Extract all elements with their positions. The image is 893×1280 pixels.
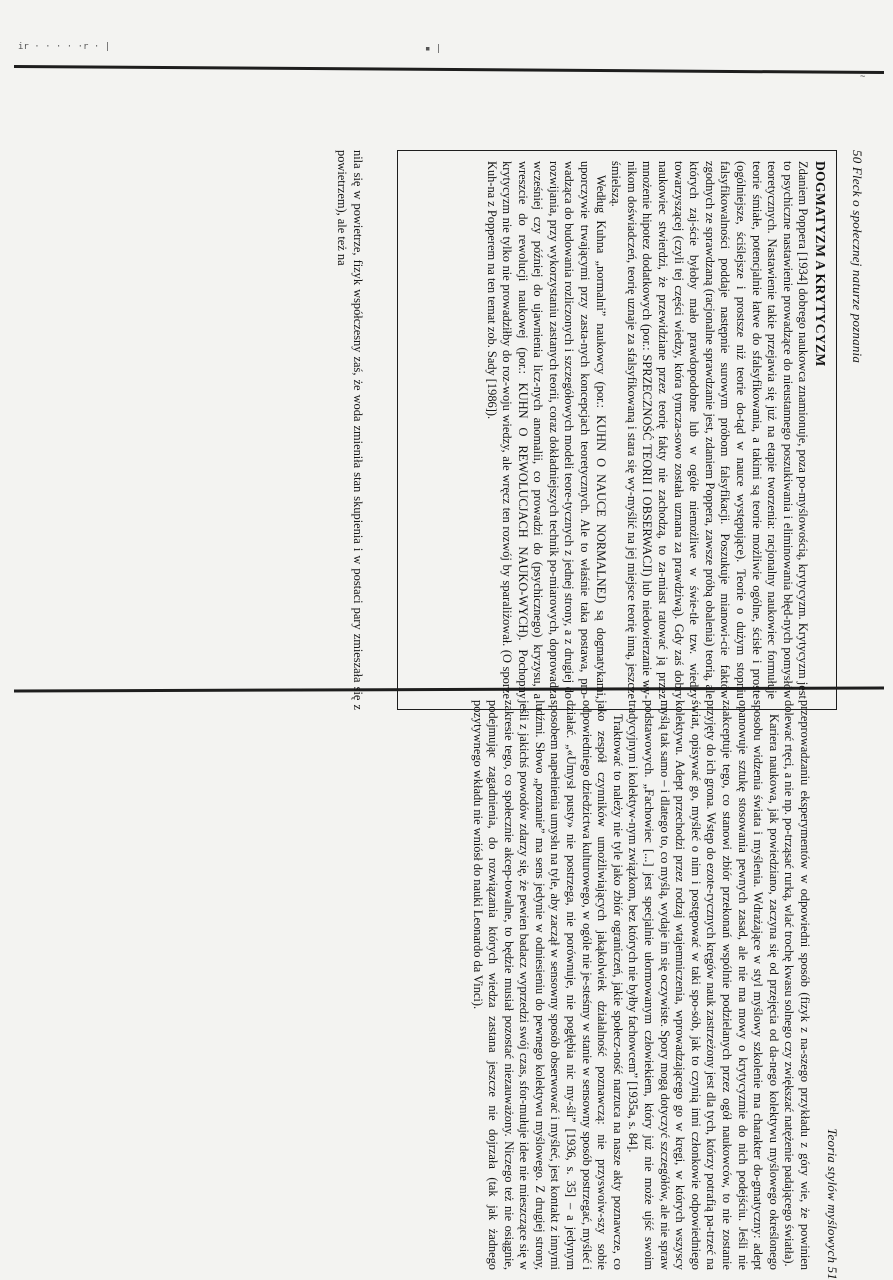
sidebar-box-dogmatism — [397, 150, 837, 710]
scan-speck-middle: ▪ | — [425, 44, 442, 54]
running-head-left: 50 Fleck o społecznej naturze poznania — [850, 150, 865, 364]
body-paragraph: przeprowadzaniu eksperymentów w odpowiedni sposób (fizyk z na-szego przykładu z góry wie, że powinien dolewać rtęci, a nie np. po-trząsać rurką, wlać trochę kwasu solnego czy zwiększać natężenie padającego światła). — [782, 700, 812, 1270]
body-paragraph: Kariera naukowa, jak powiedziano, zaczyna się od przejęcia od da-nego kolektywu myślowego określonego sposobu widzenia świata i myślenia. Wdrażające w styl myślowy szkolenie ma charakter do-gmatyczny: adept opanowuje sztukę stosowania pewnych zasad, ale nie ma mowy o krytycyzmie do nich podejściu. Jeśli nie zaakceptuje tego, co stanowi zbiór przekonań wspólnie podzielanych przez ogół naukowców, to nie zostanie przyjęty do ich grona. Wstęp do ezote-rycznych kręgów nauk zastrzeżony jest dla tych, którzy potrafią pa-trzeć na świat, opisywać go, myśleć o nim i postępować w taki spo-sób, jak to czynią inni członkowie odpowiedniego kolektywu. Adept przechodzi przez rodzaj wtajemniczenia, wprowadzającego go w kręgi, w których wszyscy myślą tak samo – i dlatego to, co myślą, wydaje im się oczywiste. Spory mogą dotyczyć szczegółów, ale nie spraw podstawowych. „Fachowiec [...] jest specjalnie ułormowanym człowiekiem, który już nie może ujść swoim tradycyjnym i kolektyw-nym związkom, bez których nie byłby fachowcem” [1935a, s. 84]. — [626, 700, 781, 1270]
right-page-51 — [110, 700, 850, 1280]
scan-speck-left: ir · · · · ·r · | — [18, 42, 111, 52]
box-paragraph: Zdaniem Poppera [1934] dobrego naukowca znamionuje, poza po-myślowością, krytycyzm. Krytycyzm jest to psychiczne nastawienie prowadzące do nieustannego poszukiwania i eliminowania błęd-nych pomysłów teoretycznych. Nastawienie takie przejawia się już na etapie tworzenia: racjonalny naukowiec formułuje teorie śmiałe, potencjalnie łatwe do sfalsyfikowania, a takimi są teorie możliwie ogólne, ścisłe i proste (ogólniejsze, ściślejsze i prostsze niż teorie do-tąd w nauce występujące). Teorie o dużym stopniu falsyfikowalności poddaje następnie surowym próbom falsyfikacji. Poszukuje mianowi-cie faktów zgodnych ze sprawdzaną (racjonalne sprawdzanie jest, zdaniem Poppera, zawsze próbą obalenia) teorią, ale których zaj-ście byłoby mało prawdopodobne lub w ogóle niemożliwe w świe-tle tzw. wiedzy towarzyszącej (czyli tej części wiedzy, która tymcza-sowo została uznana za prawdziwą). Gdy zaś dobry naukowiec stwierdzi, że przewidziane przez teorię fakty nie zachodzą, to za-miast ratować ją przez mnożenie hipotez dodatkowych (por.: SPRZECZNOŚĆ TEORII I OBSERWACJI) lub niedowierzanie wy-nikom doświadczeń, teorię uznaje za sfalsyfikowaną i stara się wy-myślić na jej miejsce teorię inną, jeszcze śmielszą. — [609, 161, 811, 699]
running-head-right: Teoria stylów myślowych 51 — [825, 1128, 840, 1280]
left-page-bottom-text: nila się w powietrze, fizyk współczesny zaś, że woda zmieniła stan skupienia i w postaci pary zmieszała się z powietrzem), ale też na — [335, 150, 365, 710]
scan-speck-right: ~ — [860, 72, 866, 82]
right-page-body — [469, 700, 812, 1270]
left-page-50 — [175, 150, 875, 730]
body-paragraph: Traktować to należy nie tyle jako zbiór ograniczeń, jakie społecz-ność narzuca na nasze akty poznawcze, co jako zespół czynników umożliwiających jakąkolwiek działalność poznawczą: nie przyswoiw-szy sobie odpowiedniego dziedzictwa kulturowego, w ogóle nie je-steśmy w stanie w sensowny sposób postrzegać, myśleć i działać. „«Umysł pusty» nie postrzega, nie porównuje, nie pogłębia nic my-śli” [1936, s. 35] – a jedynym sposobem napełnienia umysłu na tyle, aby zaczął w sensowny sposób obserwować i myśleć, jest kontakt z innymi ludźmi. Słowo „poznanie” ma sens jedynie w odniesieniu do pewnego kolektywu myślowego. Z drugiej strony, jeśli z jakichś powodów zdarzy się, że pewien badacz wyprzedzi swój czas, sfor-mułuje idee nie mieszczące się w zakresie tego, co społecznie akcep-towalne, to będzie musiał pozostać niezauważony. Niczego też nie osiągnie, podejmując zagadnienia, do rozwiązania których wiedza zastana jeszcze nie dojrzała (tak jak żadnego pozytywnego wkładu nie wniósł do nauki Leonardo da Vinci). — [470, 700, 625, 1270]
box-paragraph: Według Kuhna „normalni” naukowcy (por.: KUHN O NAUCE NORMALNEJ) są dogmatykami, uporczywie trwającymi przy zasta-nych koncepcjach teoretycznych. Ale to właśnie taka postawa, pro-wadząca do budowania rozliczonych i szczegółowych modeli teore-tycznych z jednej strony, a z drugiej do rozwijania, przy wykorzystaniu zastanych teorii, coraz dokładniejszych technik po-miarowych, doprowadza wcześniej czy później do ujawnienia licz-nych anomalii, co prowadzi do (psychicznego) kryzysu, a wreszcie do rewolucji naukowej (por.: KUHN O REWOLUCJACH NAUKO-WYCH). Pochopny krytycyzm nie tylko nie prowadziłby do roz-woju wiedzy, ale wręcz ten rozwój by sparaliżował. (O sporze Kuh-na z Popperem na ten temat zob. Sady [1986]). — [484, 161, 608, 699]
box-title: DOGMATYZM A KRYTYCYZM — [813, 161, 828, 367]
scan-edge-line-top — [14, 65, 884, 74]
